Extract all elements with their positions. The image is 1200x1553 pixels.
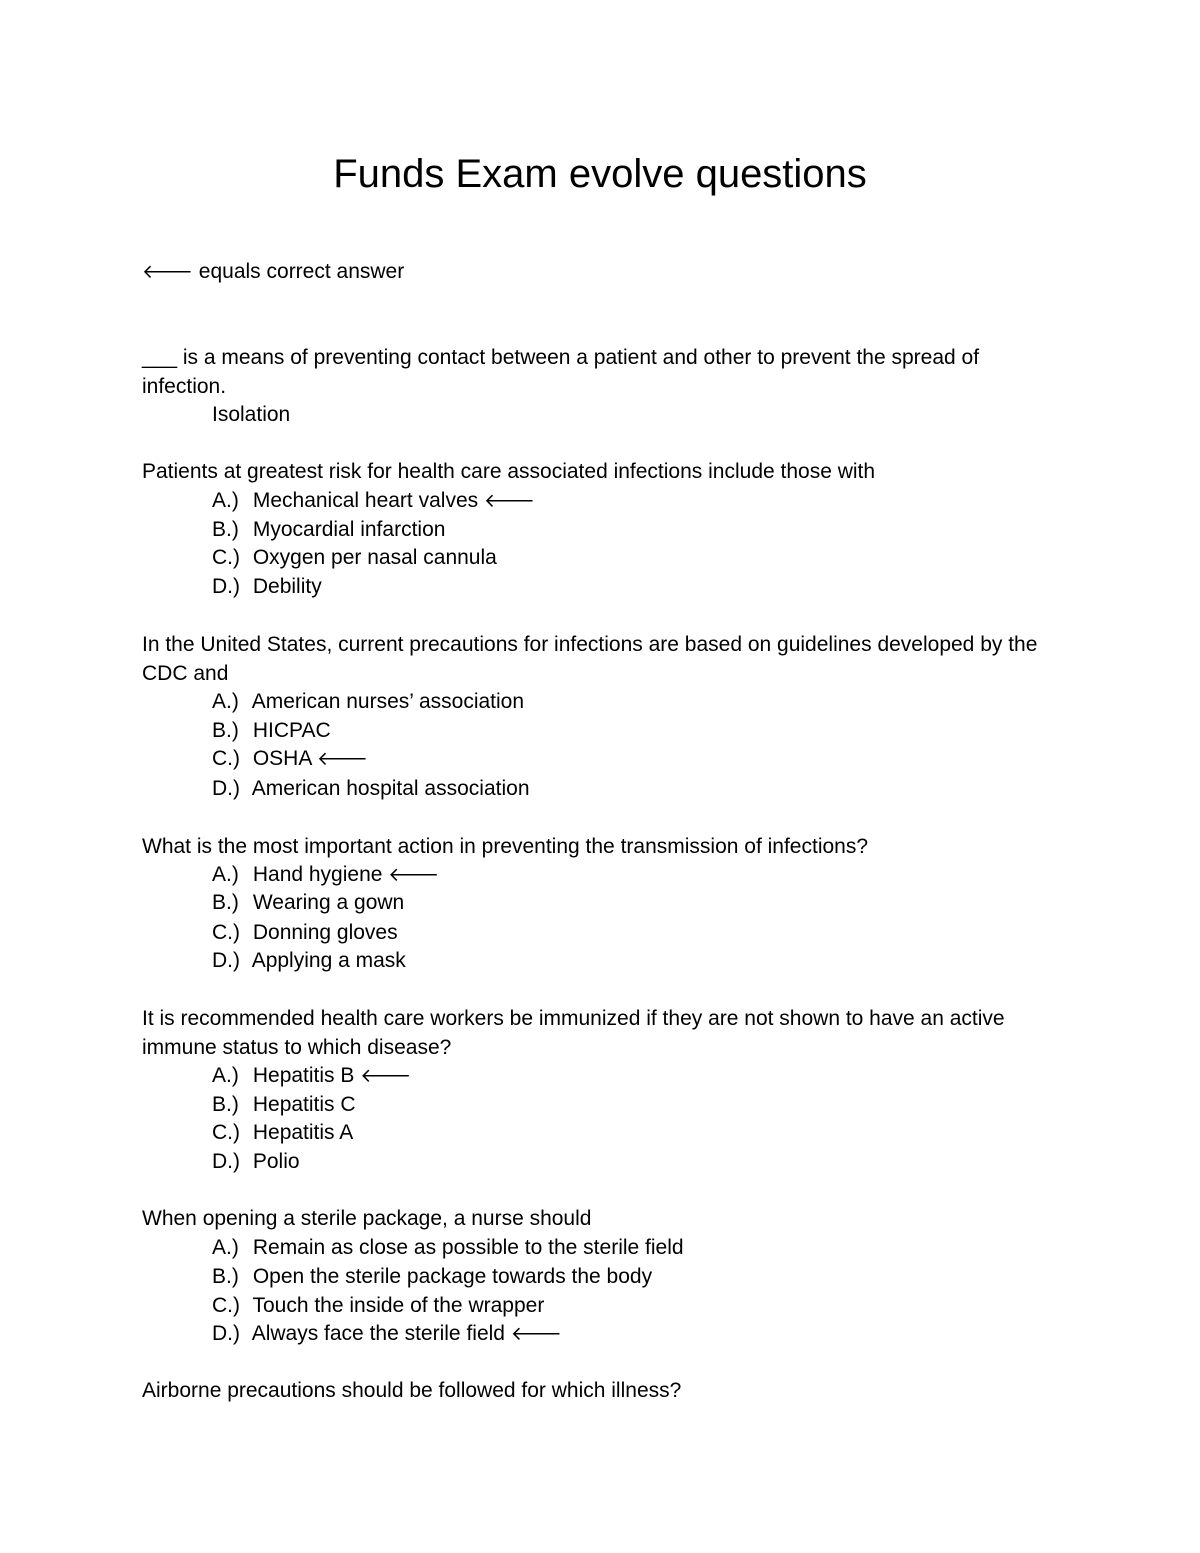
option-label: C.) [212,546,240,569]
option-text: American hospital association [251,777,530,800]
q6-option-c [212,1292,544,1320]
question-3: In the United States, current precautions for infections are based on guidelines developed by the CDC and [142,633,1038,685]
correct-answer-arrow-icon: 🡐 [483,490,535,512]
option-label: A.) [212,863,239,886]
q2-option-d [212,573,322,601]
option-text: OSHA [252,747,312,770]
q5-option-a [212,1062,411,1090]
option-text: Open the sterile package towards the body [252,1265,653,1288]
option-label: D.) [212,949,240,972]
option-label: A.) [212,1064,239,1087]
option-label: A.) [212,1236,239,1259]
option-text: Myocardial infarction [252,518,446,541]
q5-option-c [212,1119,353,1147]
option-text: Always face the sterile field [251,1322,505,1345]
q6-option-d [212,1320,562,1348]
question-6: When opening a sterile package, a nurse should [142,1207,592,1230]
option-text: HICPAC [252,719,331,742]
question-5: It is recommended health care workers be immunized if they are not shown to have an active immune status to which disease? [142,1007,1005,1059]
q2-option-a [212,487,535,515]
legend-line [142,258,404,286]
question-4: What is the most important action in preventing the transmission of infections? [142,835,869,858]
q2-option-b [212,516,445,544]
option-label: D.) [212,1150,240,1173]
option-text: Hand hygiene [252,863,383,886]
question-2: Patients at greatest risk for health care associated infections include those with [142,460,876,483]
q5-option-d [212,1148,300,1176]
q5-option-b [212,1091,356,1119]
option-label: B.) [212,891,239,914]
correct-answer-arrow-icon: 🡐 [510,1323,562,1345]
option-label: C.) [212,1121,240,1144]
q6-option-b [212,1263,652,1291]
option-text: Touch the inside of the wrapper [252,1294,545,1317]
q4-option-a [212,861,439,889]
q2-option-c [212,544,497,572]
option-label: B.) [212,1093,239,1116]
question-1: ___ is a means of preventing contact between a patient and other to prevent the spread of infection. [142,346,980,398]
option-text: Applying a mask [251,949,406,972]
option-label: D.) [212,1322,240,1345]
q3-option-b [212,717,331,745]
option-label: C.) [212,921,240,944]
option-text: Oxygen per nasal cannula [252,546,497,569]
option-label: B.) [212,1265,239,1288]
option-text: Mechanical heart valves [252,489,479,512]
q4-option-d [212,947,406,975]
option-text: Remain as close as possible to the sterile field [252,1236,684,1259]
correct-answer-arrow-icon: 🡐 [388,864,440,886]
legend-text: equals correct answer [198,260,405,283]
q6-option-a [212,1234,684,1262]
left-arrow-icon: 🡐 [142,261,193,283]
q3-option-d [212,775,530,803]
q4-option-b [212,889,404,917]
document-title: Funds Exam evolve questions [333,152,867,196]
q3-option-a [212,688,524,716]
correct-answer-arrow-icon: 🡐 [360,1065,412,1087]
question-1-answer: Isolation [212,403,291,426]
correct-answer-arrow-icon: 🡐 [317,748,368,770]
q4-option-c [212,919,398,947]
option-text: Debility [252,575,322,598]
question-7: Airborne precautions should be followed for which illness? [142,1379,682,1402]
option-text: Polio [252,1150,300,1173]
option-label: B.) [212,518,239,541]
option-label: C.) [212,747,240,770]
q3-option-c [212,745,368,773]
option-text: Hepatitis B [252,1064,355,1087]
option-text: Hepatitis A [252,1121,354,1144]
option-text: Donning gloves [252,921,398,944]
option-label: B.) [212,719,239,742]
option-text: American nurses’ association [251,690,525,713]
option-label: D.) [212,575,240,598]
option-label: C.) [212,1294,240,1317]
option-text: Hepatitis C [252,1093,356,1116]
option-text: Wearing a gown [252,891,405,914]
option-label: A.) [212,489,239,512]
option-label: A.) [212,690,239,713]
option-label: D.) [212,777,240,800]
